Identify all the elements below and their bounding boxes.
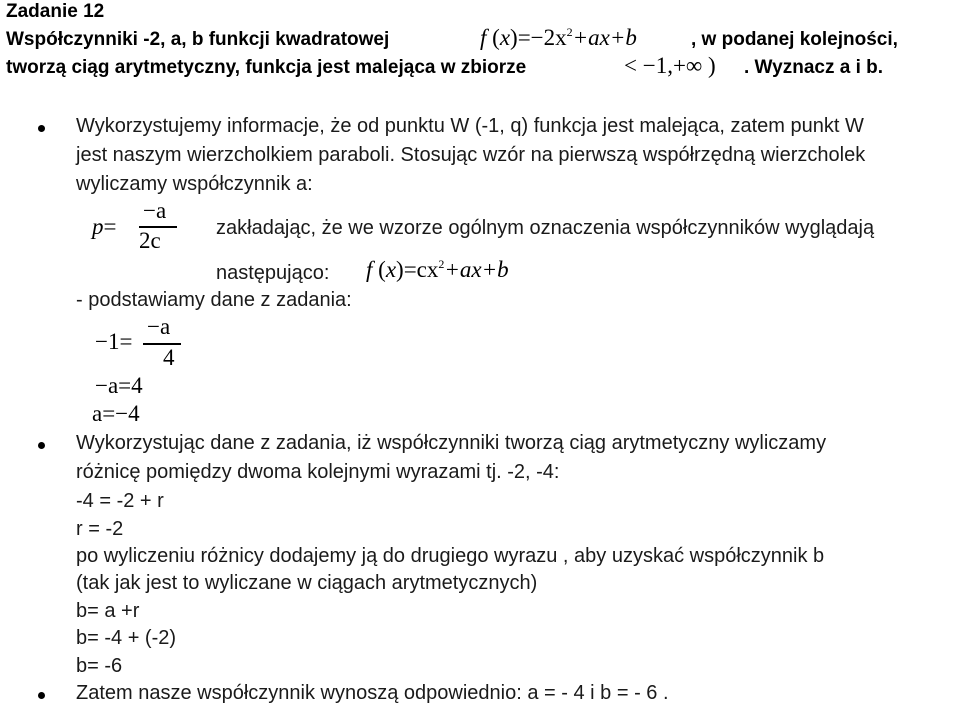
para1-line2: jest naszym wierzcholkiem paraboli. Stosując wzór na pierwszą współrzędną wierzcholek — [76, 144, 866, 166]
eq1-denominator: 4 — [163, 345, 175, 370]
para2-line3: -4 = -2 + r — [76, 490, 164, 512]
eq3: a=−4 — [92, 401, 140, 426]
para2-line8: b= -4 + (-2) — [76, 627, 177, 649]
task-line2-end: . Wyznacz a i b. — [744, 57, 884, 78]
task-line1-end: , w podanej kolejności, — [691, 29, 898, 50]
para2-line1: Wykorzystując dane z zadania, iż współczynniki tworzą ciąg arytmetyczny wyliczamy — [76, 432, 827, 454]
eq1-lhs: −1= — [95, 329, 133, 354]
bullet-3 — [38, 692, 45, 699]
para2-line2: różnicę pomiędzy dwoma kolejnymi wyrazami tj. -2, -4: — [76, 461, 560, 483]
para2-line4: r = -2 — [76, 518, 124, 540]
task-title: Zadanie 12 — [6, 1, 105, 22]
para1-line3: wyliczamy współczynnik a: — [76, 173, 313, 195]
para1-line1: Wykorzystujemy informacje, że od punktu W (-1, q) funkcja jest malejąca, zatem punkt W — [76, 115, 864, 137]
p-denominator: 2c — [139, 228, 161, 253]
para2-line9: b= -6 — [76, 655, 123, 677]
task-line1-text: Współczynniki -2, a, b funkcji kwadratowej — [6, 29, 390, 50]
para2-line6: (tak jak jest to wyliczane w ciągach arytmetycznych) — [76, 572, 538, 594]
conclusion-line: Zatem nasze współczynnik wynoszą odpowiednio: a = - 4 i b = - 6 . — [76, 682, 669, 704]
general-formula: f $(x)=cx^2+ax+b$ — [366, 257, 509, 282]
p-numerator: −a — [143, 198, 167, 223]
bullet-1 — [38, 125, 45, 132]
task-line2-text: tworzą ciąg arytmetyczny, funkcja jest malejąca w zbiorze — [6, 57, 527, 78]
eq1-numerator: −a — [147, 314, 171, 339]
para2-line7: b= a +r — [76, 600, 140, 622]
bullet-2 — [38, 442, 45, 449]
eq2: −a=4 — [95, 373, 143, 398]
para2-line5: po wyliczeniu różnicy dodajemy ją do drugiego wyrazu , aby uzyskać współczynnik b — [76, 545, 825, 567]
p-note-2: następująco: — [216, 262, 330, 284]
eq1-fraction-bar — [143, 343, 181, 345]
task-formula: f $(x)=-2x^2+ax+b$ — [480, 25, 637, 50]
task-interval: < −1,+∞ ) — [624, 53, 716, 78]
substitute-line: - podstawiamy dane z zadania: — [76, 289, 352, 311]
p-note: zakładając, że we wzorze ogólnym oznaczenia współczynników wyglądają — [216, 217, 875, 239]
p-lhs: p= — [92, 214, 117, 239]
